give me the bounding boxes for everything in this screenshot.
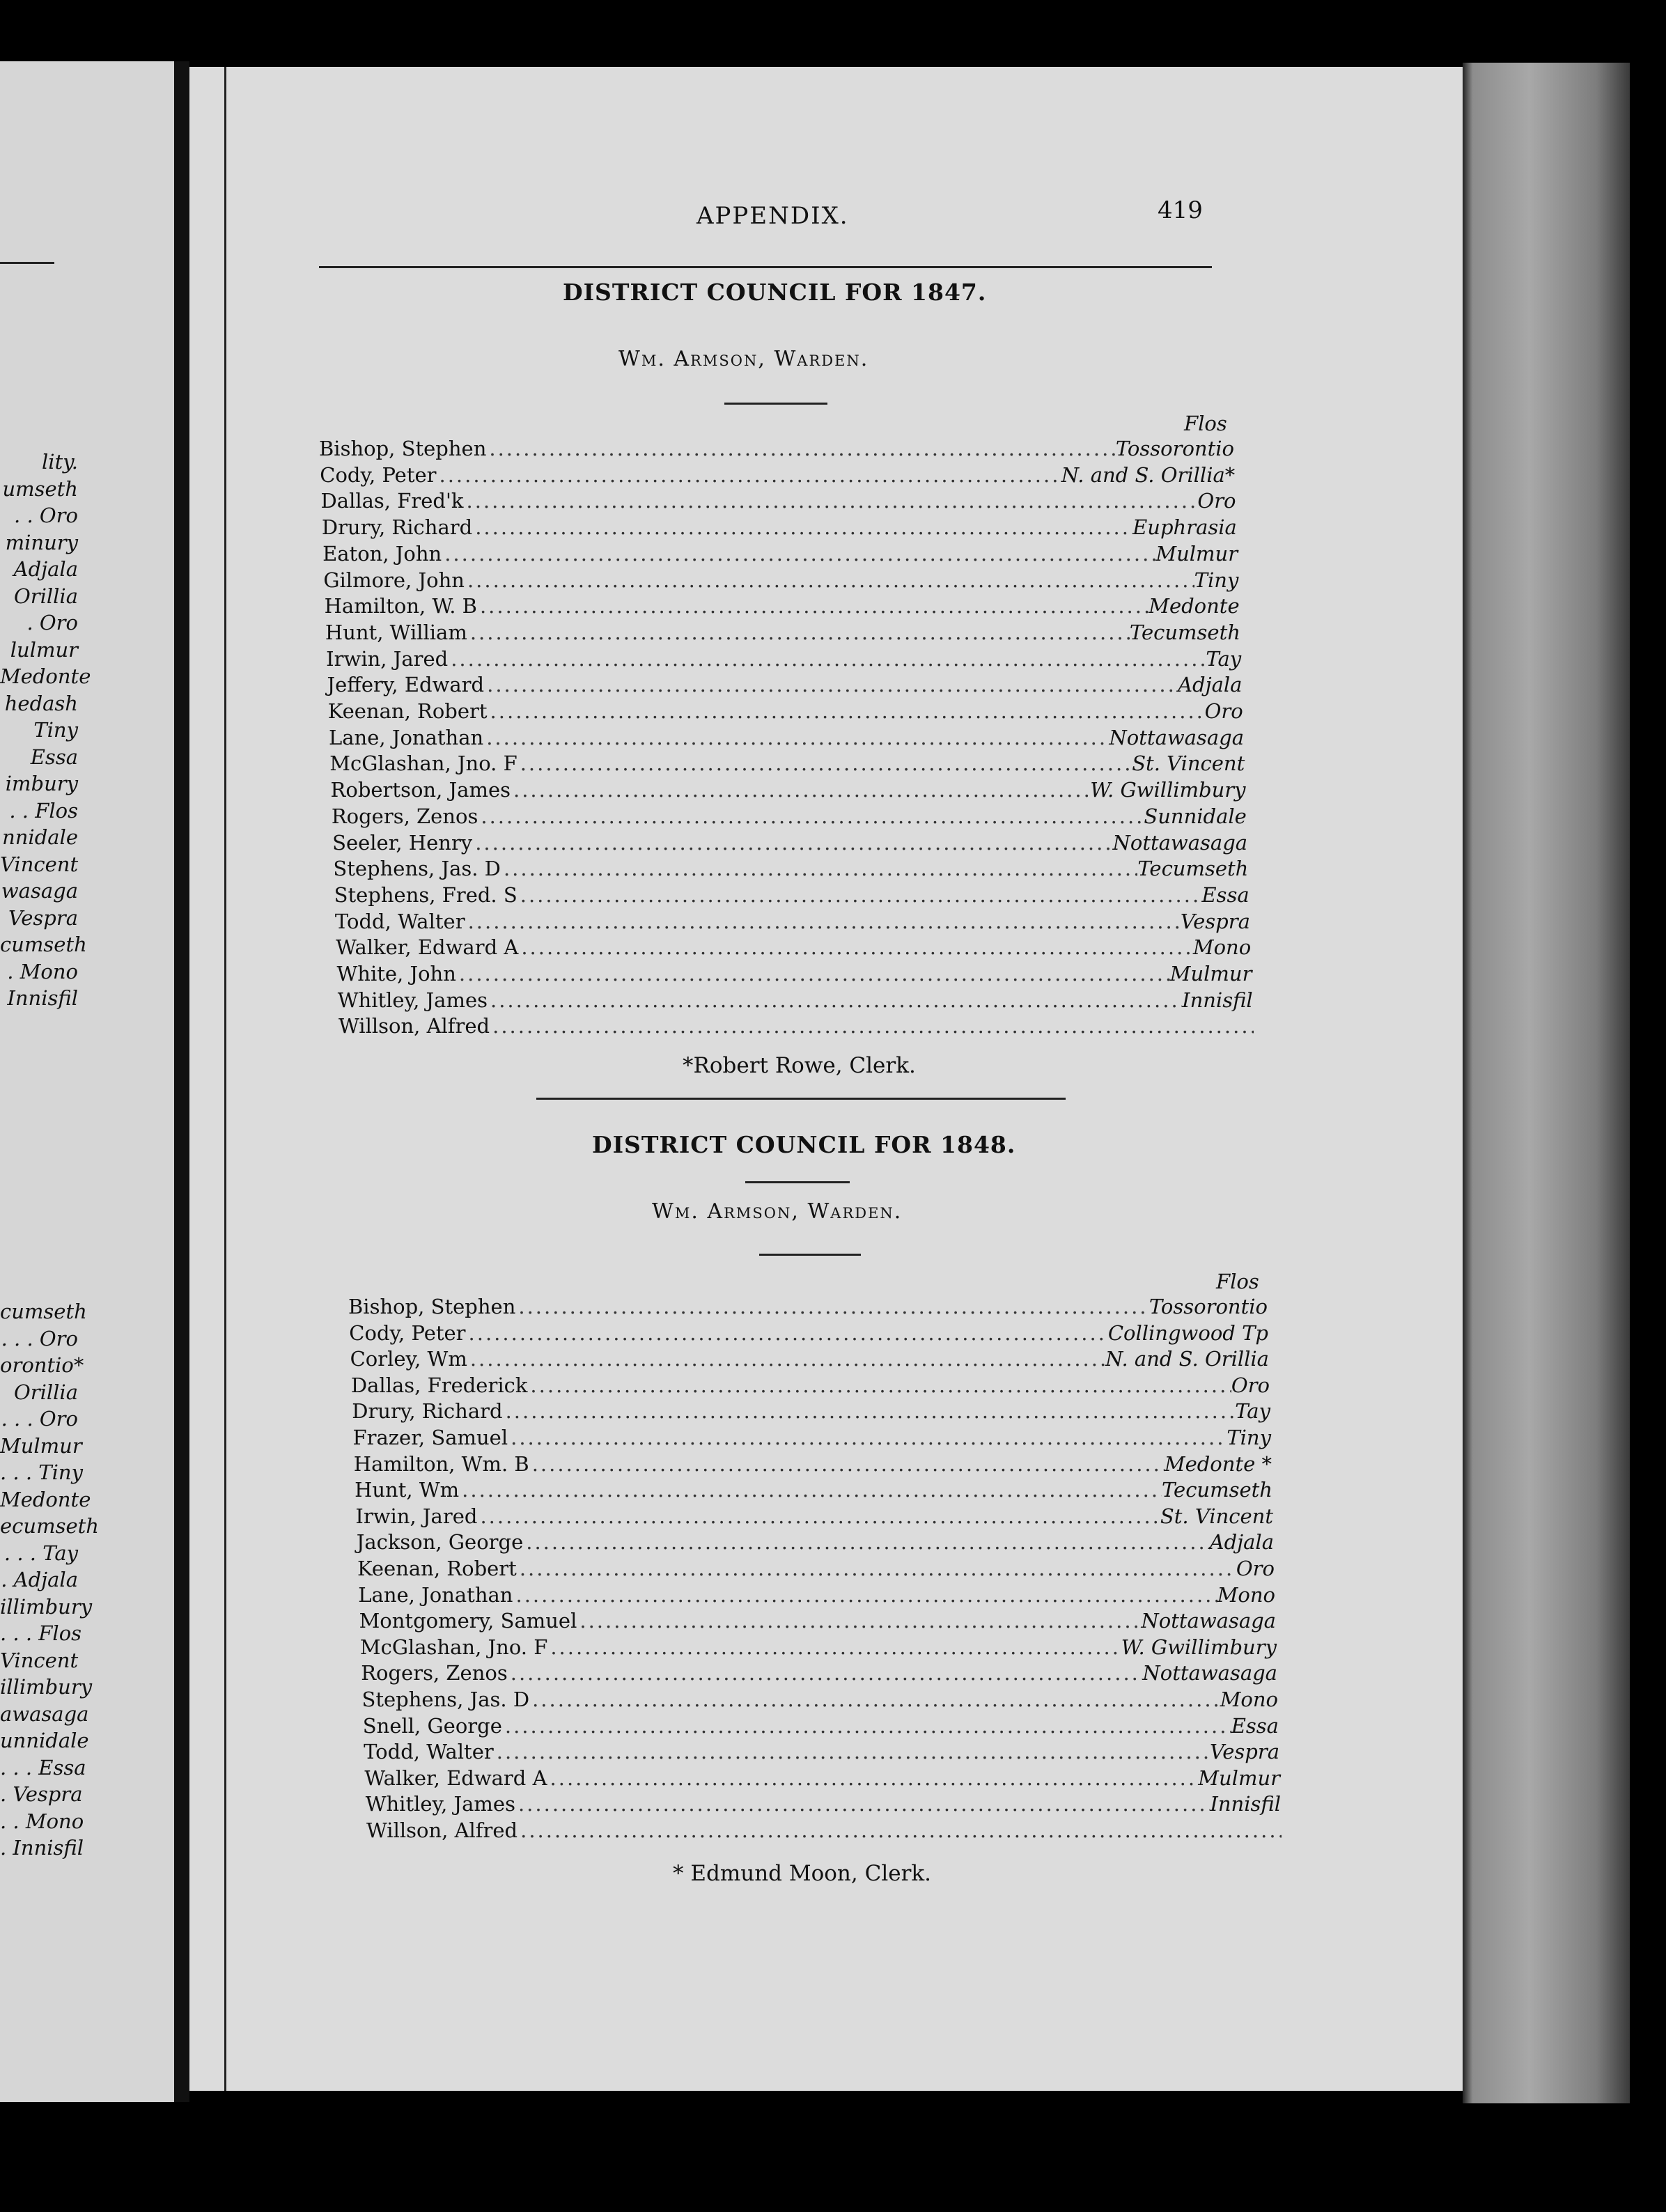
council-1848-first-place: Flos <box>1216 1270 1259 1293</box>
member-row <box>361 1660 1277 1686</box>
member-row <box>363 1713 1279 1739</box>
member-township: Collingwood Tp <box>1107 1321 1268 1345</box>
leader-dots <box>527 1373 1231 1399</box>
leader-dots <box>484 672 1178 698</box>
member-row <box>357 1529 1274 1555</box>
member-name: Hamilton, Wm. B <box>353 1451 529 1476</box>
member-name: Todd, Walter <box>364 1740 494 1764</box>
council-1847-title: DISTRICT COUNCIL FOR 1847. <box>563 279 987 306</box>
left-page-text-fragment: umseth <box>2 476 78 501</box>
left-page-text-fragment: Essa <box>30 745 78 769</box>
member-row <box>321 488 1236 514</box>
member-row <box>351 1373 1270 1399</box>
member-township: Essa <box>1201 882 1250 907</box>
council-1848-warden: Wm. Armson, Warden. <box>652 1199 903 1224</box>
member-township: Innisfil <box>1182 988 1253 1012</box>
page-binding-line <box>224 67 226 2091</box>
left-page-text-fragment: Vincent <box>0 852 79 876</box>
left-page-text-fragment: nnidale <box>2 825 78 849</box>
member-name: Irwin, Jared <box>355 1504 478 1528</box>
member-name: Rogers, Zenos <box>331 804 478 828</box>
leader-dots <box>456 961 1170 987</box>
member-row <box>335 909 1250 935</box>
member-township: Oro <box>1197 489 1236 513</box>
left-page-text-fragment: hedash <box>4 691 78 715</box>
leader-dots <box>478 804 1144 830</box>
member-row <box>333 856 1248 882</box>
member-name: Whitley, James <box>337 988 488 1012</box>
member-row <box>360 1635 1277 1660</box>
member-township: W. Gwillimbury <box>1090 778 1246 802</box>
member-row <box>328 699 1243 724</box>
member-row <box>364 1739 1279 1765</box>
member-township: Mono <box>1217 1582 1275 1607</box>
running-header: APPENDIX. <box>696 202 849 230</box>
leader-dots <box>517 1818 1282 1844</box>
left-page-text-fragment: Medonte <box>0 664 91 688</box>
leader-dots <box>448 646 1206 672</box>
member-township: N. and S. Orillia* <box>1061 462 1236 487</box>
member-name: White, John <box>336 962 456 986</box>
member-township: Medonte <box>1149 594 1240 618</box>
member-name: Cody, Peter <box>320 462 437 487</box>
member-township: Sunnidale <box>1144 804 1247 828</box>
member-name: Corley, Wm <box>350 1347 467 1371</box>
member-row <box>322 541 1238 567</box>
leader-dots <box>477 1504 1160 1529</box>
leader-dots <box>494 1739 1210 1765</box>
member-row <box>323 568 1238 593</box>
member-name: Hunt, Wm <box>355 1478 460 1502</box>
member-name: Gilmore, John <box>323 568 465 592</box>
member-township: Adjala <box>1209 1530 1274 1555</box>
leader-dots <box>515 1294 1149 1320</box>
member-name: Walker, Edward A <box>336 935 519 960</box>
member-row <box>357 1556 1275 1582</box>
member-name: Irwin, Jared <box>326 646 449 671</box>
member-name: Dallas, Fred'k <box>320 489 464 513</box>
leader-dots <box>465 909 1181 935</box>
member-name: Eaton, John <box>322 541 442 566</box>
left-page-text-fragment: Orillia <box>13 1380 78 1404</box>
member-row <box>334 882 1250 908</box>
section-divider-rule <box>536 1098 1066 1100</box>
leader-dots <box>513 1582 1217 1608</box>
member-row <box>327 672 1242 698</box>
member-row <box>320 462 1235 488</box>
member-township: Oro <box>1236 1557 1275 1580</box>
member-row <box>362 1687 1279 1713</box>
member-row <box>332 830 1247 856</box>
member-township: Mono <box>1220 1688 1278 1711</box>
member-township: Mulmur <box>1198 1766 1280 1790</box>
left-page-text-fragment: . . Flos <box>9 798 78 823</box>
member-township: Tiny <box>1194 568 1239 592</box>
left-page-text-fragment: . Oro <box>26 611 78 634</box>
member-row <box>359 1608 1276 1634</box>
left-page-text-fragment: . . Oro <box>14 504 78 527</box>
member-name: Seeler, Henry <box>332 830 473 855</box>
leader-dots <box>547 1766 1199 1791</box>
leader-dots <box>529 1451 1165 1477</box>
member-name: Hamilton, W. B <box>324 594 477 618</box>
left-page-text-fragment: . . . Flos <box>0 1621 82 1645</box>
leader-dots <box>466 1321 1108 1346</box>
member-name: Jackson, George <box>356 1530 524 1555</box>
left-page-text-fragment: ecumseth <box>0 1514 99 1538</box>
leader-dots <box>459 1477 1162 1503</box>
council-1847-first-place: Flos <box>1184 412 1227 435</box>
member-name: Keenan, Robert <box>357 1557 517 1580</box>
member-row <box>336 935 1251 960</box>
leader-dots <box>508 1660 1143 1686</box>
left-page-text-fragment: Tiny <box>33 718 78 742</box>
member-name: Drury, Richard <box>352 1399 503 1424</box>
member-name: McGlashan, Jno. F <box>359 1635 548 1659</box>
member-township: Nottawasaga <box>1112 830 1248 855</box>
member-name: Willson, Alfred <box>338 1014 490 1038</box>
left-page-text-fragment: illimbury <box>0 1675 93 1699</box>
member-row <box>355 1504 1273 1529</box>
member-row <box>325 593 1240 619</box>
leader-dots <box>501 856 1137 882</box>
member-name: Cody, Peter <box>349 1321 466 1345</box>
leader-dots <box>503 1399 1236 1424</box>
member-row <box>338 988 1253 1013</box>
leader-dots <box>511 777 1090 803</box>
member-name: Walker, Edward A <box>364 1766 547 1790</box>
leader-dots <box>483 725 1109 751</box>
left-page-rule <box>0 262 54 264</box>
member-row <box>355 1477 1272 1503</box>
member-name: Snell, George <box>362 1713 502 1738</box>
leader-dots <box>577 1608 1141 1634</box>
left-page-text-fragment: awasaga <box>0 1701 89 1726</box>
member-name: Hunt, William <box>325 620 467 644</box>
member-township: Vespra <box>1180 909 1250 933</box>
leader-dots <box>464 488 1198 514</box>
left-page-text-fragment: cumseth <box>0 933 87 956</box>
leader-dots <box>472 515 1132 540</box>
member-township: Nottawasaga <box>1142 1661 1277 1685</box>
left-page-text-fragment: Orillia <box>13 584 78 608</box>
member-name: Drury, Richard <box>321 515 473 540</box>
book-gutter <box>174 61 189 2102</box>
member-name: Dallas, Frederick <box>350 1373 528 1397</box>
leader-dots <box>467 1346 1105 1372</box>
member-township: Tecumseth <box>1129 620 1240 644</box>
member-township: Tecumseth <box>1161 1478 1272 1502</box>
member-name: Whitley, James <box>365 1792 515 1816</box>
member-row <box>349 1321 1268 1346</box>
member-name: Rogers, Zenos <box>361 1661 508 1685</box>
left-page-text-fragment: cumseth <box>0 1300 87 1323</box>
council-1847-warden: Wm. Armson, Warden. <box>618 347 869 371</box>
leader-dots <box>477 593 1149 619</box>
member-township: Essa <box>1231 1713 1279 1738</box>
leader-dots <box>523 1529 1209 1555</box>
member-township: Mulmur <box>1155 541 1238 566</box>
member-name: Bishop, Stephen <box>319 437 487 460</box>
page-edge-shadow <box>1463 63 1630 2103</box>
left-page-text-fragment: . . . Tay <box>3 1541 78 1565</box>
left-page-text-fragment: . Mono <box>7 959 78 983</box>
header-rule <box>319 266 1212 268</box>
leader-dots <box>502 1713 1231 1739</box>
member-township: Tossorontio <box>1115 437 1234 460</box>
member-township: Medonte * <box>1164 1451 1272 1476</box>
left-page-text-fragment: lity. <box>42 450 78 474</box>
left-page-text-fragment: . . . Essa <box>0 1755 86 1779</box>
council-1848-title: DISTRICT COUNCIL FOR 1848. <box>592 1131 1016 1158</box>
left-page-text-fragment: . . Mono <box>0 1809 84 1833</box>
member-township: Tossorontio <box>1149 1295 1268 1318</box>
leader-dots <box>467 620 1130 646</box>
member-row <box>336 961 1252 987</box>
left-page-text-fragment: wasaga <box>1 879 78 903</box>
member-township: Tay <box>1235 1399 1270 1424</box>
member-row <box>350 1346 1269 1372</box>
member-name: Stephens, Fred. S <box>334 882 517 907</box>
member-township: St. Vincent <box>1132 751 1245 776</box>
leader-dots <box>517 751 1132 777</box>
left-page-text-fragment: Medonte <box>0 1487 91 1511</box>
leader-dots <box>472 830 1112 856</box>
member-township: Tecumseth <box>1137 857 1249 881</box>
left-page-fragment <box>0 61 174 2102</box>
council-1848-title-rule <box>745 1181 850 1183</box>
leader-dots <box>529 1687 1220 1713</box>
member-township: Tay <box>1206 646 1242 671</box>
leader-dots <box>517 1556 1236 1582</box>
member-township: Adjala <box>1178 673 1243 697</box>
page-number: 419 <box>1158 196 1203 224</box>
member-row <box>353 1425 1272 1451</box>
member-township: Oro <box>1231 1373 1270 1397</box>
left-page-text-fragment: lulmur <box>10 637 78 662</box>
member-name: Keenan, Robert <box>327 699 488 723</box>
leader-dots <box>518 935 1193 960</box>
member-township: Nottawasaga <box>1109 725 1244 749</box>
member-row <box>331 777 1246 803</box>
leader-dots <box>465 568 1194 593</box>
member-name: Jeffery, Edward <box>327 673 485 697</box>
member-name: Bishop, Stephen <box>348 1295 516 1318</box>
council-1847-ornament-rule <box>724 403 827 405</box>
council-1848-ornament-rule <box>759 1254 861 1256</box>
member-row <box>352 1399 1270 1424</box>
member-township: Innisfil <box>1210 1792 1281 1816</box>
member-row <box>358 1582 1275 1608</box>
member-township: Mono <box>1192 935 1252 960</box>
member-name: Stephens, Jas. D <box>333 857 501 881</box>
member-township: W. Gwillimbury <box>1121 1635 1277 1659</box>
left-page-text-fragment: minury <box>5 530 78 554</box>
member-name: Montgomery, Samuel <box>359 1609 577 1633</box>
leader-dots <box>515 1791 1210 1817</box>
leader-dots <box>488 988 1182 1013</box>
member-row <box>329 725 1244 751</box>
member-township: Tiny <box>1227 1426 1271 1449</box>
left-page-text-fragment: Mulmur <box>0 1433 82 1458</box>
member-township: Mulmur <box>1169 962 1252 986</box>
leader-dots <box>488 699 1205 724</box>
member-row <box>338 1013 1254 1039</box>
left-page-text-fragment: orontio* <box>0 1353 84 1377</box>
member-row <box>354 1451 1272 1477</box>
leader-dots <box>486 436 1115 462</box>
member-row <box>348 1294 1268 1320</box>
council-1848-clerk: * Edmund Moon, Clerk. <box>673 1861 932 1886</box>
member-row <box>329 751 1245 777</box>
leader-dots <box>442 541 1155 567</box>
member-name: Frazer, Samuel <box>352 1426 508 1449</box>
member-row <box>326 646 1241 672</box>
left-page-text-fragment: . Innisfil <box>0 1836 84 1860</box>
left-page-text-fragment: . . . Tiny <box>0 1461 83 1484</box>
member-township: Oro <box>1204 699 1243 723</box>
left-page-text-fragment: . Adjala <box>1 1568 78 1591</box>
left-page-text-fragment: Adjala <box>13 557 78 581</box>
leader-dots <box>490 1013 1254 1039</box>
member-name: Lane, Jonathan <box>329 725 484 749</box>
member-row <box>325 620 1240 646</box>
left-page-text-fragment: Innisfil <box>7 986 78 1010</box>
left-page-text-fragment: imbury <box>5 772 78 795</box>
member-township: Nottawasaga <box>1141 1609 1276 1633</box>
leader-dots <box>508 1425 1227 1451</box>
member-row <box>366 1791 1281 1817</box>
leader-dots <box>517 882 1202 908</box>
member-name: McGlashan, Jno. F <box>329 751 517 776</box>
member-name: Todd, Walter <box>334 909 465 933</box>
member-township: Euphrasia <box>1132 515 1237 540</box>
member-township: St. Vincent <box>1160 1504 1273 1528</box>
left-page-text-fragment: Vespra <box>8 905 78 930</box>
member-township: N. and S. Orillia <box>1105 1347 1269 1371</box>
member-township: Vespra <box>1209 1740 1279 1764</box>
leader-dots <box>547 1635 1121 1660</box>
member-name: Willson, Alfred <box>366 1818 518 1842</box>
member-name: Stephens, Jas. D <box>361 1688 530 1711</box>
council-1847-clerk: *Robert Rowe, Clerk. <box>683 1053 916 1078</box>
member-row <box>322 515 1237 540</box>
left-page-text-fragment: illimbury <box>0 1594 93 1619</box>
left-page-text-fragment: . . . Oro <box>1 1326 78 1350</box>
member-row <box>332 804 1247 830</box>
left-page-text-fragment: . . . Oro <box>1 1407 78 1431</box>
leader-dots <box>437 462 1061 488</box>
left-page-text-fragment: unnidale <box>0 1729 89 1752</box>
member-row <box>364 1766 1280 1791</box>
member-name: Lane, Jonathan <box>358 1582 513 1607</box>
left-page-text-fragment: Vincent <box>0 1648 79 1672</box>
member-row <box>366 1818 1282 1844</box>
member-row <box>319 436 1234 462</box>
member-name: Robertson, James <box>330 778 511 802</box>
left-page-text-fragment: . Vespra <box>0 1782 83 1806</box>
